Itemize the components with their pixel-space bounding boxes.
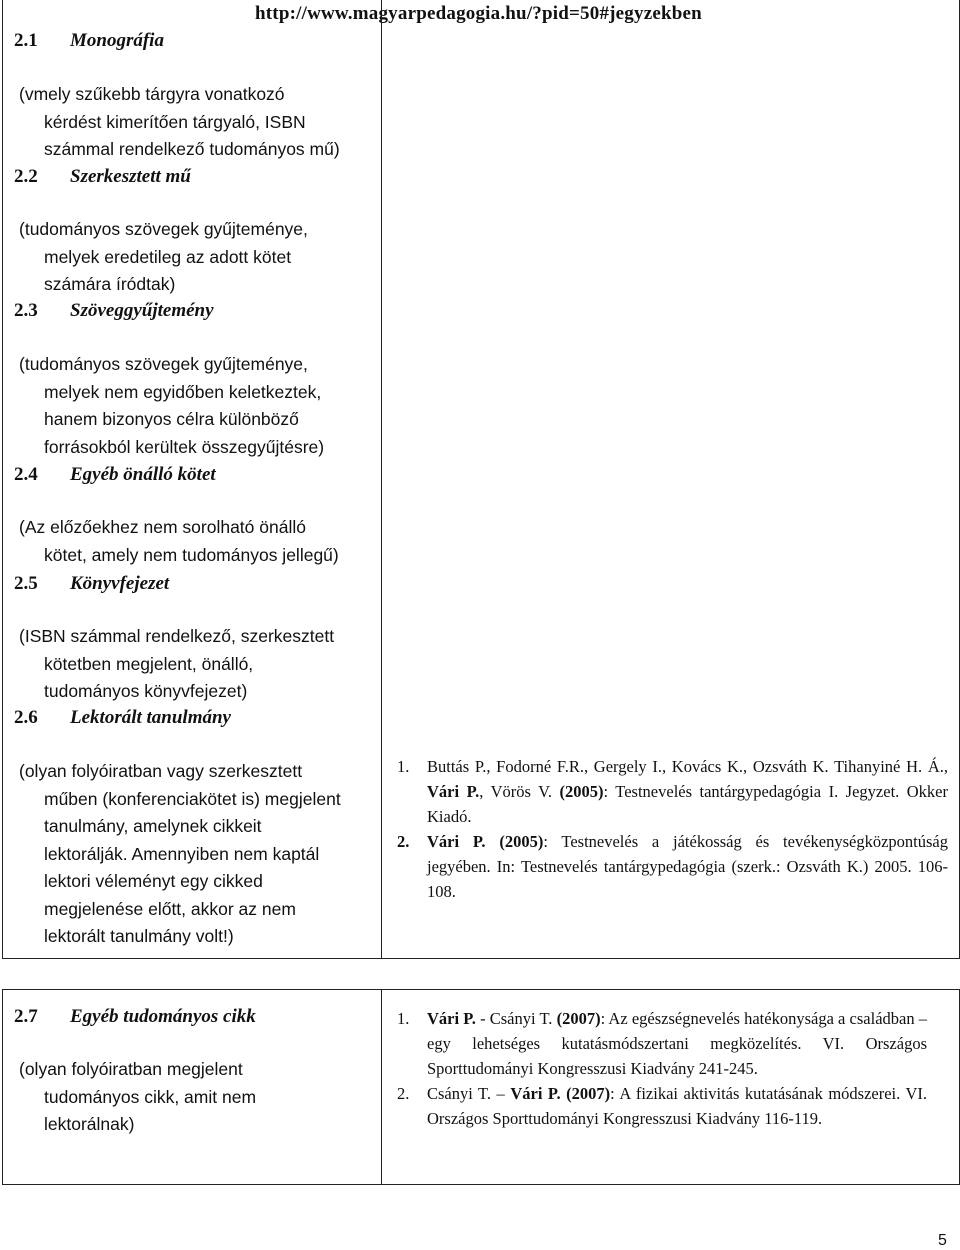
description-line: tudományos könyvfejezet) — [44, 681, 248, 701]
section-number: 2.4 — [14, 464, 38, 485]
description-line: számmal rendelkező tudományos mű) — [44, 139, 340, 159]
section-title: Lektorált tanulmány — [70, 707, 231, 728]
reference-segment: Vári P. — [510, 1084, 561, 1103]
section-description-2-4 — [19, 514, 339, 569]
description-line: tanulmány, amelynek cikkeit — [44, 816, 262, 836]
reference-segment: : Testnevelés tantárgypedagógia I. Jegyzet. Okker Kiadó. — [427, 782, 949, 826]
reference-segment: : Testnevelés a játékosság és tevékenységközpontúság jegyében. In: Testnevelés tantárgypedagógia (szerk.: Ozsváth K.) 2005. 106-108. — [427, 832, 948, 901]
source-url[interactable]: http://www.magyarpedagogia.hu/?pid=50#jegyzekben — [255, 3, 702, 24]
reference-text — [427, 829, 948, 904]
description-line: számára íródtak) — [44, 274, 176, 294]
section-number: 2.7 — [14, 1006, 38, 1027]
reference-index: 1. — [397, 757, 410, 776]
reference-segment: Csányi T. – — [427, 1084, 511, 1103]
reference-segment: Buttás P., Fodorné F.R., Gergely I., Kovács K., Ozsváth K. Tihanyiné H. Á., — [427, 757, 948, 776]
section-heading-2-6 — [14, 707, 231, 729]
section-description-2-6 — [19, 758, 341, 951]
reference-segment: (2005) — [559, 782, 604, 801]
description-line: (tudományos szövegek gyűjteménye, — [19, 219, 308, 239]
reference-segment: , Vörös V. — [479, 782, 560, 801]
reference-text — [427, 1081, 927, 1131]
section-number: 2.3 — [14, 300, 38, 321]
description-line: (vmely szűkebb tárgyra vonatkozó — [19, 84, 285, 104]
reference-segment — [486, 832, 500, 851]
section-title: Egyéb tudományos cikk — [70, 1006, 256, 1027]
section-title: Szerkesztett mű — [70, 166, 191, 187]
description-line: (Az előzőekhez nem sorolható önálló — [19, 517, 306, 537]
column-divider-lower — [381, 989, 382, 1185]
description-line: műben (konferenciakötet is) megjelent — [44, 788, 341, 809]
section-description-2-3 — [19, 351, 324, 461]
reference-text — [427, 754, 948, 829]
description-line: lektorálják. Amennyiben nem kaptál — [44, 843, 320, 864]
description-line: megjelenése előtt, akkor az nem — [44, 898, 296, 919]
description-line: kötet, amely nem tudományos jellegű) — [44, 544, 339, 565]
section-number: 2.1 — [14, 30, 38, 51]
description-line: tudományos cikk, amit nem — [44, 1086, 257, 1107]
reference-list-2-7 — [397, 1006, 927, 1131]
section-description-2-1 — [19, 81, 340, 164]
column-divider-upper — [381, 0, 382, 959]
section-description-2-7 — [19, 1056, 256, 1139]
reference-segment: : A fizikai aktivitás kutatásának módszerei. VI. Országos Sporttudományi Kongresszusi Kiadvány 116-119. — [427, 1084, 928, 1128]
section-title: Monográfia — [70, 30, 164, 51]
section-heading-2-7 — [14, 1006, 256, 1028]
reference-segment: (2005) — [499, 832, 544, 851]
description-line: forrásokból kerültek összegyűjtésre) — [44, 436, 325, 457]
section-heading-2-1 — [14, 30, 164, 52]
description-line: (olyan folyóiratban vagy szerkesztett — [19, 761, 303, 781]
description-line: kérdést kimerítően tárgyaló, ISBN — [44, 111, 306, 132]
description-line: hanem bizonyos célra különböző — [44, 409, 299, 429]
reference-segment: - Csányi T. — [475, 1009, 557, 1028]
reference-segment: (2007) — [556, 1009, 601, 1028]
section-number: 2.2 — [14, 166, 38, 187]
reference-text — [427, 1006, 927, 1081]
section-description-2-2 — [19, 216, 308, 299]
reference-segment: Vári P. — [427, 832, 486, 851]
reference-segment: Vári P. — [427, 1009, 476, 1028]
description-line: kötetben megjelent, önálló, — [44, 653, 254, 674]
section-number: 2.6 — [14, 707, 38, 728]
description-line: (ISBN számmal rendelkező, szerkesztett — [19, 626, 335, 646]
section-heading-2-5 — [14, 573, 169, 595]
reference-index: 1. — [397, 1009, 410, 1028]
section-title: Szöveggyűjtemény — [70, 300, 214, 321]
section-description-2-5 — [19, 623, 334, 706]
description-line: lektori véleményt egy cikked — [44, 871, 263, 891]
section-heading-2-2 — [14, 166, 191, 188]
section-heading-2-3 — [14, 300, 214, 322]
description-line: lektorált tanulmány volt!) — [44, 926, 234, 946]
section-title: Egyéb önálló kötet — [70, 464, 216, 485]
reference-segment: (2007) — [566, 1084, 611, 1103]
reference-segment: Vári P. — [427, 782, 480, 801]
description-line: (olyan folyóiratban megjelent — [19, 1059, 243, 1079]
section-number: 2.5 — [14, 573, 38, 594]
reference-item — [397, 1081, 927, 1131]
section-heading-2-4 — [14, 464, 216, 486]
description-line: lektorálnak) — [44, 1114, 135, 1134]
reference-item — [397, 829, 948, 904]
description-line: melyek nem egyidőben keletkeztek, — [44, 381, 322, 402]
page-number: 5 — [938, 1232, 947, 1249]
description-line: melyek eredetileg az adott kötet — [44, 246, 292, 267]
reference-index: 2. — [397, 832, 410, 851]
reference-list-2-6 — [397, 754, 948, 904]
reference-item — [397, 1006, 927, 1081]
reference-segment: : Az egészségnevelés hatékonysága a családban – egy lehetséges kutatásmódszertani megközelítés. VI. Országos Sporttudományi Kongresszusi Kiadvány 241-245. — [427, 1009, 928, 1078]
section-title: Könyvfejezet — [70, 573, 170, 594]
reference-index: 2. — [397, 1084, 410, 1103]
description-line: (tudományos szövegek gyűjteménye, — [19, 354, 308, 374]
reference-item — [397, 754, 948, 829]
